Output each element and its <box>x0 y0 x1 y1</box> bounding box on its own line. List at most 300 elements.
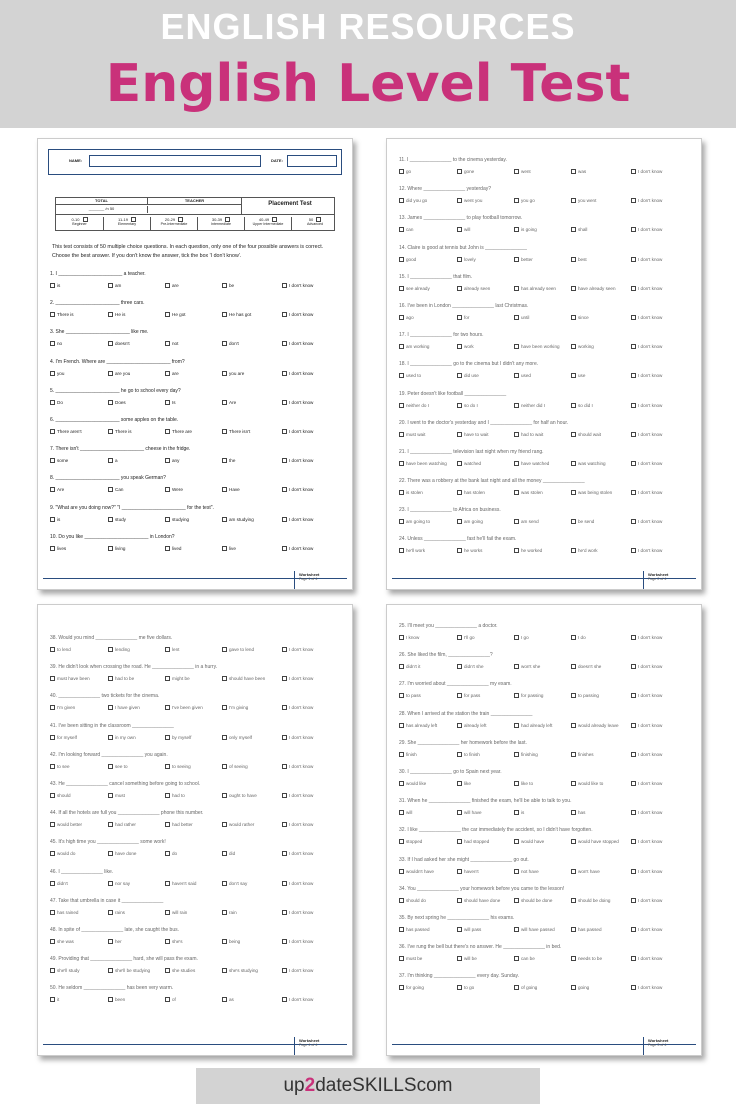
dont-know-option[interactable] <box>631 257 662 263</box>
answer-checkbox[interactable] <box>108 546 113 551</box>
answer-checkbox[interactable] <box>514 403 519 408</box>
answer-checkbox[interactable] <box>571 227 576 232</box>
answer-checkbox[interactable] <box>457 432 462 437</box>
answer-option[interactable] <box>571 781 603 787</box>
answer-option[interactable] <box>50 705 75 711</box>
answer-checkbox[interactable] <box>399 548 404 553</box>
answer-option[interactable] <box>457 752 480 758</box>
answer-checkbox[interactable] <box>222 939 227 944</box>
answer-option[interactable] <box>514 519 539 525</box>
answer-option[interactable] <box>514 257 533 263</box>
answer-option[interactable] <box>222 676 265 682</box>
answer-checkbox[interactable] <box>165 341 170 346</box>
answer-option[interactable] <box>108 283 121 289</box>
answer-option[interactable] <box>50 429 82 435</box>
answer-checkbox[interactable] <box>282 822 287 827</box>
answer-checkbox[interactable] <box>631 693 636 698</box>
answer-option[interactable] <box>108 400 126 406</box>
answer-checkbox[interactable] <box>631 315 636 320</box>
answer-checkbox[interactable] <box>222 968 227 973</box>
answer-checkbox[interactable] <box>571 810 576 815</box>
dont-know-option[interactable] <box>631 810 662 816</box>
answer-option[interactable] <box>399 169 411 175</box>
answer-checkbox[interactable] <box>50 939 55 944</box>
answer-option[interactable] <box>571 403 593 409</box>
answer-checkbox[interactable] <box>399 461 404 466</box>
answer-checkbox[interactable] <box>222 881 227 886</box>
answer-option[interactable] <box>457 781 471 787</box>
answer-checkbox[interactable] <box>514 286 519 291</box>
answer-option[interactable] <box>165 400 176 406</box>
answer-checkbox[interactable] <box>222 910 227 915</box>
answer-checkbox[interactable] <box>571 752 576 757</box>
answer-checkbox[interactable] <box>631 869 636 874</box>
answer-checkbox[interactable] <box>631 519 636 524</box>
answer-checkbox[interactable] <box>457 286 462 291</box>
answer-option[interactable] <box>108 735 136 741</box>
answer-checkbox[interactable] <box>571 519 576 524</box>
answer-checkbox[interactable] <box>631 344 636 349</box>
answer-checkbox[interactable] <box>165 429 170 434</box>
answer-checkbox[interactable] <box>165 371 170 376</box>
answer-checkbox[interactable] <box>108 997 113 1002</box>
answer-option[interactable] <box>514 810 524 816</box>
answer-checkbox[interactable] <box>571 635 576 640</box>
answer-checkbox[interactable] <box>399 315 404 320</box>
answer-option[interactable] <box>50 546 66 552</box>
answer-option[interactable] <box>399 693 421 699</box>
answer-checkbox[interactable] <box>165 822 170 827</box>
answer-checkbox[interactable] <box>282 764 287 769</box>
answer-checkbox[interactable] <box>399 664 404 669</box>
answer-option[interactable] <box>514 198 535 204</box>
answer-option[interactable] <box>108 458 118 464</box>
answer-checkbox[interactable] <box>514 198 519 203</box>
answer-option[interactable] <box>222 968 258 974</box>
answer-option[interactable] <box>457 839 489 845</box>
answer-checkbox[interactable] <box>222 851 227 856</box>
answer-option[interactable] <box>50 910 78 916</box>
answer-option[interactable] <box>165 822 193 828</box>
answer-checkbox[interactable] <box>571 548 576 553</box>
answer-option[interactable] <box>222 458 235 464</box>
answer-option[interactable] <box>165 517 189 523</box>
answer-option[interactable] <box>457 490 485 496</box>
dont-know-option[interactable] <box>631 432 662 438</box>
answer-option[interactable] <box>457 198 482 204</box>
answer-checkbox[interactable] <box>457 898 462 903</box>
answer-checkbox[interactable] <box>631 985 636 990</box>
answer-option[interactable] <box>399 227 413 233</box>
answer-option[interactable] <box>514 344 560 350</box>
dont-know-option[interactable] <box>631 373 662 379</box>
answer-option[interactable] <box>457 985 474 991</box>
answer-option[interactable] <box>571 752 594 758</box>
answer-checkbox[interactable] <box>399 927 404 932</box>
answer-checkbox[interactable] <box>457 169 462 174</box>
answer-option[interactable] <box>222 487 240 493</box>
answer-checkbox[interactable] <box>399 344 404 349</box>
answer-option[interactable] <box>457 927 481 933</box>
answer-checkbox[interactable] <box>514 810 519 815</box>
answer-checkbox[interactable] <box>399 169 404 174</box>
answer-checkbox[interactable] <box>631 169 636 174</box>
answer-checkbox[interactable] <box>222 764 227 769</box>
answer-option[interactable] <box>222 647 254 653</box>
answer-option[interactable] <box>571 956 602 962</box>
answer-option[interactable] <box>571 432 601 438</box>
answer-option[interactable] <box>165 546 181 552</box>
answer-option[interactable] <box>165 764 191 770</box>
answer-checkbox[interactable] <box>399 257 404 262</box>
dont-know-option[interactable] <box>282 851 313 857</box>
answer-checkbox[interactable] <box>222 997 227 1002</box>
answer-checkbox[interactable] <box>399 693 404 698</box>
answer-checkbox[interactable] <box>108 881 113 886</box>
answer-option[interactable] <box>457 898 500 904</box>
answer-checkbox[interactable] <box>514 723 519 728</box>
answer-checkbox[interactable] <box>514 839 519 844</box>
answer-option[interactable] <box>165 881 196 887</box>
answer-checkbox[interactable] <box>165 546 170 551</box>
answer-checkbox[interactable] <box>222 705 227 710</box>
answer-option[interactable] <box>222 881 247 887</box>
answer-option[interactable] <box>571 548 598 554</box>
dont-know-option[interactable] <box>282 822 313 828</box>
answer-checkbox[interactable] <box>50 705 55 710</box>
dont-know-option[interactable] <box>282 546 313 552</box>
answer-checkbox[interactable] <box>571 898 576 903</box>
answer-checkbox[interactable] <box>222 676 227 681</box>
answer-checkbox[interactable] <box>222 647 227 652</box>
answer-checkbox[interactable] <box>165 793 170 798</box>
answer-option[interactable] <box>399 403 429 409</box>
answer-option[interactable] <box>571 169 586 175</box>
answer-option[interactable] <box>165 647 179 653</box>
answer-option[interactable] <box>165 458 179 464</box>
answer-option[interactable] <box>457 227 470 233</box>
answer-option[interactable] <box>50 822 82 828</box>
dont-know-option[interactable] <box>631 985 662 991</box>
answer-option[interactable] <box>108 939 122 945</box>
answer-option[interactable] <box>571 490 612 496</box>
answer-option[interactable] <box>108 341 130 347</box>
answer-checkbox[interactable] <box>282 997 287 1002</box>
answer-option[interactable] <box>399 839 422 845</box>
dont-know-option[interactable] <box>631 927 662 933</box>
answer-option[interactable] <box>571 344 594 350</box>
answer-checkbox[interactable] <box>50 400 55 405</box>
answer-checkbox[interactable] <box>399 781 404 786</box>
answer-checkbox[interactable] <box>108 400 113 405</box>
dont-know-option[interactable] <box>631 169 662 175</box>
answer-checkbox[interactable] <box>282 341 287 346</box>
answer-option[interactable] <box>571 927 602 933</box>
answer-checkbox[interactable] <box>165 517 170 522</box>
answer-option[interactable] <box>222 371 244 377</box>
answer-checkbox[interactable] <box>399 723 404 728</box>
answer-checkbox[interactable] <box>457 693 462 698</box>
answer-checkbox[interactable] <box>50 458 55 463</box>
answer-option[interactable] <box>571 286 616 292</box>
answer-option[interactable] <box>399 635 419 641</box>
answer-checkbox[interactable] <box>50 429 55 434</box>
answer-checkbox[interactable] <box>165 400 170 405</box>
dont-know-option[interactable] <box>631 693 662 699</box>
answer-option[interactable] <box>108 851 136 857</box>
answer-option[interactable] <box>571 839 619 845</box>
answer-checkbox[interactable] <box>108 764 113 769</box>
answer-option[interactable] <box>399 257 416 263</box>
dont-know-option[interactable] <box>282 997 313 1003</box>
answer-option[interactable] <box>50 939 74 945</box>
answer-option[interactable] <box>514 227 537 233</box>
answer-option[interactable] <box>571 257 587 263</box>
answer-checkbox[interactable] <box>631 227 636 232</box>
answer-option[interactable] <box>399 664 420 670</box>
answer-checkbox[interactable] <box>514 781 519 786</box>
answer-checkbox[interactable] <box>50 822 55 827</box>
dont-know-option[interactable] <box>282 735 313 741</box>
answer-checkbox[interactable] <box>108 647 113 652</box>
answer-option[interactable] <box>457 286 490 292</box>
answer-option[interactable] <box>399 869 434 875</box>
answer-checkbox[interactable] <box>631 781 636 786</box>
answer-checkbox[interactable] <box>514 985 519 990</box>
answer-checkbox[interactable] <box>631 286 636 291</box>
answer-option[interactable] <box>165 341 178 347</box>
answer-checkbox[interactable] <box>165 997 170 1002</box>
answer-checkbox[interactable] <box>457 257 462 262</box>
answer-option[interactable] <box>399 927 430 933</box>
answer-option[interactable] <box>514 956 535 962</box>
name-field[interactable] <box>89 155 261 167</box>
dont-know-option[interactable] <box>282 371 313 377</box>
answer-option[interactable] <box>571 373 585 379</box>
answer-option[interactable] <box>50 881 68 887</box>
answer-option[interactable] <box>222 793 257 799</box>
answer-checkbox[interactable] <box>399 403 404 408</box>
answer-option[interactable] <box>571 869 600 875</box>
answer-option[interactable] <box>514 432 543 438</box>
answer-checkbox[interactable] <box>457 344 462 349</box>
answer-checkbox[interactable] <box>50 312 55 317</box>
answer-checkbox[interactable] <box>108 968 113 973</box>
answer-checkbox[interactable] <box>631 723 636 728</box>
answer-option[interactable] <box>514 286 556 292</box>
answer-checkbox[interactable] <box>457 869 462 874</box>
dont-know-option[interactable] <box>631 490 662 496</box>
answer-option[interactable] <box>222 822 254 828</box>
answer-checkbox[interactable] <box>457 956 462 961</box>
answer-option[interactable] <box>399 490 423 496</box>
answer-option[interactable] <box>108 546 125 552</box>
answer-option[interactable] <box>108 312 125 318</box>
answer-option[interactable] <box>399 373 421 379</box>
answer-checkbox[interactable] <box>631 810 636 815</box>
answer-checkbox[interactable] <box>514 315 519 320</box>
answer-option[interactable] <box>165 939 183 945</box>
answer-option[interactable] <box>571 664 601 670</box>
answer-checkbox[interactable] <box>50 968 55 973</box>
answer-option[interactable] <box>571 985 589 991</box>
answer-checkbox[interactable] <box>457 490 462 495</box>
answer-checkbox[interactable] <box>514 344 519 349</box>
answer-checkbox[interactable] <box>514 257 519 262</box>
answer-option[interactable] <box>165 851 177 857</box>
answer-option[interactable] <box>514 927 555 933</box>
answer-checkbox[interactable] <box>165 851 170 856</box>
answer-checkbox[interactable] <box>631 403 636 408</box>
answer-checkbox[interactable] <box>50 676 55 681</box>
answer-checkbox[interactable] <box>571 869 576 874</box>
answer-checkbox[interactable] <box>165 881 170 886</box>
answer-option[interactable] <box>50 283 60 289</box>
answer-checkbox[interactable] <box>222 429 227 434</box>
answer-checkbox[interactable] <box>282 371 287 376</box>
answer-checkbox[interactable] <box>108 312 113 317</box>
answer-checkbox[interactable] <box>282 881 287 886</box>
dont-know-option[interactable] <box>282 881 313 887</box>
answer-checkbox[interactable] <box>399 227 404 232</box>
answer-option[interactable] <box>457 635 475 641</box>
dont-know-option[interactable] <box>282 676 313 682</box>
dont-know-option[interactable] <box>631 898 662 904</box>
dont-know-option[interactable] <box>282 647 313 653</box>
answer-option[interactable] <box>222 517 254 523</box>
answer-checkbox[interactable] <box>631 548 636 553</box>
brand-footer[interactable] <box>196 1068 540 1104</box>
answer-checkbox[interactable] <box>571 693 576 698</box>
answer-option[interactable] <box>108 487 123 493</box>
answer-option[interactable] <box>222 939 240 945</box>
answer-checkbox[interactable] <box>108 910 113 915</box>
answer-option[interactable] <box>399 461 447 467</box>
answer-option[interactable] <box>571 693 599 699</box>
dont-know-option[interactable] <box>282 400 313 406</box>
dont-know-option[interactable] <box>282 968 313 974</box>
answer-option[interactable] <box>514 635 529 641</box>
answer-option[interactable] <box>108 429 132 435</box>
answer-checkbox[interactable] <box>571 956 576 961</box>
answer-checkbox[interactable] <box>514 956 519 961</box>
answer-checkbox[interactable] <box>165 283 170 288</box>
answer-checkbox[interactable] <box>514 548 519 553</box>
answer-option[interactable] <box>165 968 195 974</box>
dont-know-option[interactable] <box>631 635 662 641</box>
answer-checkbox[interactable] <box>282 458 287 463</box>
answer-checkbox[interactable] <box>571 257 576 262</box>
answer-checkbox[interactable] <box>108 458 113 463</box>
answer-option[interactable] <box>222 429 250 435</box>
answer-option[interactable] <box>571 898 610 904</box>
answer-option[interactable] <box>457 869 479 875</box>
dont-know-option[interactable] <box>631 723 662 729</box>
answer-option[interactable] <box>514 781 533 787</box>
answer-option[interactable] <box>50 517 60 523</box>
dont-know-option[interactable] <box>282 705 313 711</box>
dont-know-option[interactable] <box>282 341 313 347</box>
answer-checkbox[interactable] <box>50 647 55 652</box>
answer-checkbox[interactable] <box>165 458 170 463</box>
dont-know-option[interactable] <box>282 283 313 289</box>
answer-checkbox[interactable] <box>514 490 519 495</box>
answer-option[interactable] <box>399 519 430 525</box>
answer-checkbox[interactable] <box>457 723 462 728</box>
answer-checkbox[interactable] <box>399 898 404 903</box>
answer-option[interactable] <box>457 461 481 467</box>
answer-checkbox[interactable] <box>571 403 576 408</box>
answer-option[interactable] <box>457 956 477 962</box>
answer-option[interactable] <box>514 693 543 699</box>
dont-know-option[interactable] <box>282 793 313 799</box>
answer-option[interactable] <box>165 371 179 377</box>
answer-option[interactable] <box>457 693 480 699</box>
answer-option[interactable] <box>222 705 248 711</box>
answer-option[interactable] <box>165 429 192 435</box>
dont-know-option[interactable] <box>631 344 662 350</box>
answer-checkbox[interactable] <box>514 664 519 669</box>
answer-option[interactable] <box>514 985 537 991</box>
answer-option[interactable] <box>165 910 187 916</box>
dont-know-option[interactable] <box>282 458 313 464</box>
answer-checkbox[interactable] <box>108 705 113 710</box>
answer-checkbox[interactable] <box>399 198 404 203</box>
answer-option[interactable] <box>571 315 589 321</box>
answer-option[interactable] <box>222 910 237 916</box>
answer-option[interactable] <box>165 997 176 1003</box>
answer-option[interactable] <box>50 851 75 857</box>
answer-checkbox[interactable] <box>108 487 113 492</box>
answer-option[interactable] <box>108 676 134 682</box>
answer-option[interactable] <box>571 227 587 233</box>
answer-checkbox[interactable] <box>631 664 636 669</box>
answer-checkbox[interactable] <box>282 517 287 522</box>
answer-option[interactable] <box>222 400 236 406</box>
answer-option[interactable] <box>50 458 68 464</box>
answer-option[interactable] <box>457 373 479 379</box>
answer-option[interactable] <box>399 723 437 729</box>
dont-know-option[interactable] <box>282 429 313 435</box>
answer-option[interactable] <box>50 676 90 682</box>
dont-know-option[interactable] <box>631 519 662 525</box>
answer-checkbox[interactable] <box>108 939 113 944</box>
answer-checkbox[interactable] <box>50 997 55 1002</box>
answer-option[interactable] <box>50 312 74 318</box>
answer-checkbox[interactable] <box>165 910 170 915</box>
answer-option[interactable] <box>457 257 476 263</box>
answer-option[interactable] <box>457 664 484 670</box>
answer-option[interactable] <box>457 344 474 350</box>
answer-checkbox[interactable] <box>282 705 287 710</box>
dont-know-option[interactable] <box>282 939 313 945</box>
answer-option[interactable] <box>457 519 483 525</box>
answer-option[interactable] <box>50 764 70 770</box>
answer-checkbox[interactable] <box>222 822 227 827</box>
answer-checkbox[interactable] <box>165 968 170 973</box>
dont-know-option[interactable] <box>631 781 662 787</box>
answer-checkbox[interactable] <box>108 371 113 376</box>
answer-checkbox[interactable] <box>457 373 462 378</box>
answer-option[interactable] <box>108 910 125 916</box>
answer-checkbox[interactable] <box>457 985 462 990</box>
answer-checkbox[interactable] <box>457 519 462 524</box>
answer-checkbox[interactable] <box>222 458 227 463</box>
answer-checkbox[interactable] <box>514 898 519 903</box>
answer-option[interactable] <box>108 968 150 974</box>
answer-checkbox[interactable] <box>282 312 287 317</box>
answer-option[interactable] <box>222 341 239 347</box>
